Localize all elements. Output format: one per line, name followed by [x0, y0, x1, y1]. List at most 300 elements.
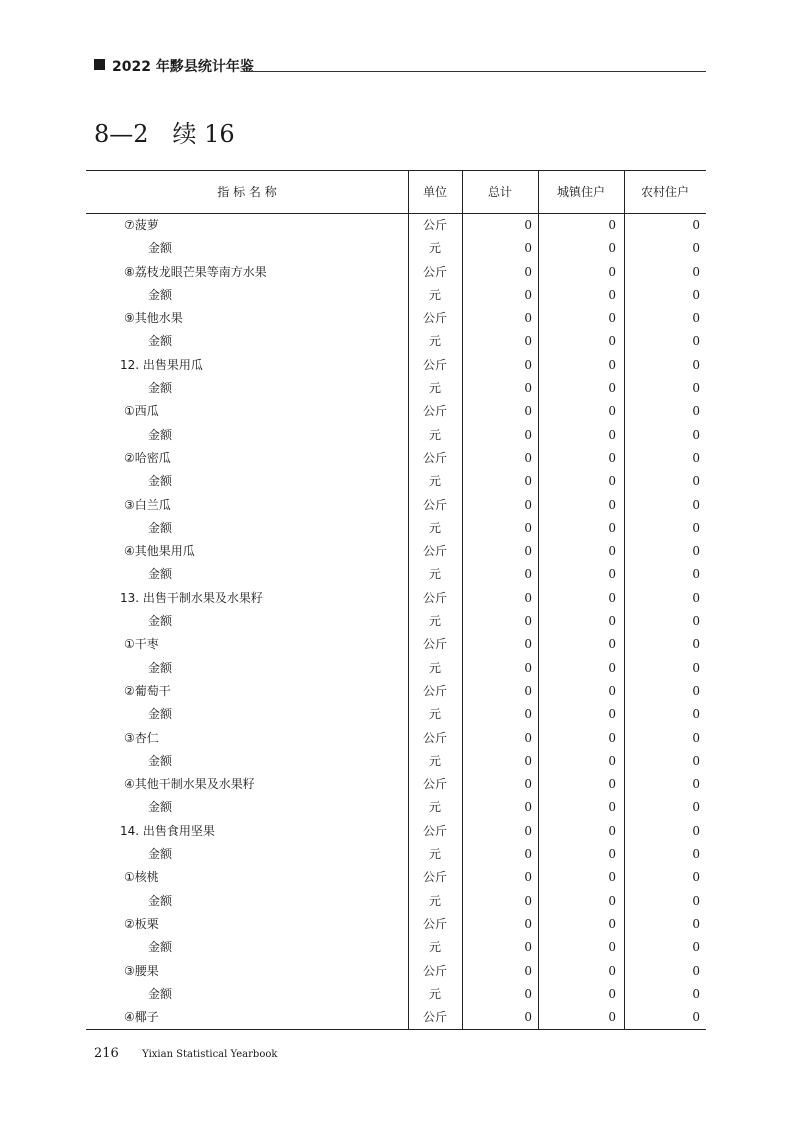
row-total-text: 0 — [524, 800, 532, 815]
row-unit-text: 元 — [428, 287, 441, 302]
table-row — [86, 494, 706, 517]
row-total — [462, 773, 532, 796]
row-unit — [408, 494, 462, 517]
row-name-text: ④椰子 — [124, 1010, 159, 1025]
row-rural — [624, 470, 700, 493]
row-urban — [538, 517, 616, 540]
row-name — [86, 657, 408, 680]
row-total-text: 0 — [524, 474, 532, 489]
row-urban-text: 0 — [608, 311, 616, 326]
row-urban-text: 0 — [608, 730, 616, 745]
row-name — [86, 610, 408, 633]
row-rural — [624, 913, 700, 936]
row-rural — [624, 1006, 700, 1029]
row-urban — [538, 447, 616, 470]
row-urban — [538, 610, 616, 633]
table-row — [86, 447, 706, 470]
row-total-text: 0 — [524, 497, 532, 512]
row-total-text: 0 — [524, 660, 532, 675]
row-rural — [624, 261, 700, 284]
row-rural — [624, 960, 700, 983]
row-urban-text: 0 — [608, 334, 616, 349]
header-square-bullet — [94, 59, 105, 70]
row-name — [86, 261, 408, 284]
row-name — [86, 960, 408, 983]
row-total — [462, 424, 532, 447]
row-total-text: 0 — [524, 544, 532, 559]
row-name-text: ②板栗 — [124, 916, 159, 931]
row-total — [462, 1006, 532, 1029]
row-total — [462, 820, 532, 843]
column-header-total: 总计 — [487, 185, 512, 199]
row-rural — [624, 377, 700, 400]
row-rural-text: 0 — [692, 311, 700, 326]
table-row — [86, 820, 706, 843]
row-total-text: 0 — [524, 311, 532, 326]
row-name — [86, 680, 408, 703]
table-header — [86, 170, 706, 214]
header-divider — [408, 171, 409, 213]
row-urban-text: 0 — [608, 660, 616, 675]
row-rural-text: 0 — [692, 683, 700, 698]
row-rural-text: 0 — [692, 707, 700, 722]
row-urban-text: 0 — [608, 753, 616, 768]
row-total-text: 0 — [524, 334, 532, 349]
row-unit-text: 公斤 — [422, 637, 447, 652]
row-urban-text: 0 — [608, 916, 616, 931]
table-row — [86, 680, 706, 703]
row-total — [462, 843, 532, 866]
row-name-text: ①核桃 — [124, 870, 159, 885]
row-name — [86, 330, 408, 353]
row-rural-text: 0 — [692, 916, 700, 931]
row-unit — [408, 307, 462, 330]
row-rural-text: 0 — [692, 567, 700, 582]
row-unit-text: 公斤 — [422, 1010, 447, 1025]
row-unit-text: 公斤 — [422, 497, 447, 512]
row-urban-text: 0 — [608, 264, 616, 279]
row-unit-text: 公斤 — [422, 404, 447, 419]
row-urban-text: 0 — [608, 800, 616, 815]
row-urban — [538, 960, 616, 983]
row-unit-text: 公斤 — [422, 357, 447, 372]
row-urban-text: 0 — [608, 683, 616, 698]
table-row — [86, 214, 706, 237]
row-rural-text: 0 — [692, 497, 700, 512]
row-name-text: 金额 — [148, 707, 173, 722]
row-unit-text: 元 — [428, 893, 441, 908]
column-header-rural: 农村住户 — [640, 185, 689, 199]
row-rural — [624, 633, 700, 656]
row-name — [86, 983, 408, 1006]
row-name-text: ③白兰瓜 — [124, 497, 171, 512]
row-name-text: 金额 — [148, 520, 173, 535]
row-rural — [624, 796, 700, 819]
row-urban — [538, 470, 616, 493]
row-name-text: 13. 出售干制水果及水果籽 — [120, 590, 263, 605]
row-name-text: 金额 — [148, 241, 173, 256]
row-unit — [408, 960, 462, 983]
row-total — [462, 261, 532, 284]
row-urban — [538, 587, 616, 610]
row-name — [86, 936, 408, 959]
header-divider — [538, 171, 539, 213]
row-rural — [624, 214, 700, 237]
row-total — [462, 563, 532, 586]
row-total — [462, 610, 532, 633]
row-unit — [408, 633, 462, 656]
row-urban — [538, 377, 616, 400]
row-name-text: 金额 — [148, 940, 173, 955]
row-total-text: 0 — [524, 264, 532, 279]
row-rural-text: 0 — [692, 870, 700, 885]
row-name-text: 金额 — [148, 427, 173, 442]
row-total — [462, 657, 532, 680]
row-total-text: 0 — [524, 823, 532, 838]
row-name — [86, 587, 408, 610]
row-total — [462, 866, 532, 889]
row-urban-text: 0 — [608, 497, 616, 512]
row-urban — [538, 983, 616, 1006]
table-row — [86, 284, 706, 307]
row-total-text: 0 — [524, 1010, 532, 1025]
table-row — [86, 843, 706, 866]
row-urban-text: 0 — [608, 450, 616, 465]
column-header-urban: 城镇住户 — [556, 185, 605, 199]
row-unit-text: 元 — [428, 986, 441, 1001]
row-unit — [408, 517, 462, 540]
row-urban-text: 0 — [608, 1010, 616, 1025]
table-body — [86, 214, 706, 1030]
row-total — [462, 796, 532, 819]
row-rural — [624, 400, 700, 423]
row-unit-text: 元 — [428, 847, 441, 862]
row-unit-text: 公斤 — [422, 916, 447, 931]
row-total — [462, 400, 532, 423]
row-unit — [408, 377, 462, 400]
row-name — [86, 703, 408, 726]
row-name — [86, 843, 408, 866]
row-rural — [624, 447, 700, 470]
row-unit — [408, 237, 462, 260]
row-name — [86, 750, 408, 773]
row-urban — [538, 936, 616, 959]
row-rural — [624, 820, 700, 843]
row-rural — [624, 657, 700, 680]
row-total-text: 0 — [524, 404, 532, 419]
row-unit — [408, 820, 462, 843]
row-total — [462, 633, 532, 656]
table-row — [86, 796, 706, 819]
row-urban — [538, 424, 616, 447]
row-name-text: 金额 — [148, 334, 173, 349]
row-name-text: 金额 — [148, 753, 173, 768]
page-footer — [94, 1046, 277, 1061]
row-unit — [408, 540, 462, 563]
row-name-text: 金额 — [148, 660, 173, 675]
row-rural-text: 0 — [692, 381, 700, 396]
row-rural — [624, 703, 700, 726]
row-name-text: 金额 — [148, 847, 173, 862]
row-total-text: 0 — [524, 218, 532, 232]
row-name-text: ③杏仁 — [124, 730, 159, 745]
row-total — [462, 703, 532, 726]
row-total-text: 0 — [524, 241, 532, 256]
row-urban — [538, 284, 616, 307]
table-row — [86, 1006, 706, 1029]
row-urban — [538, 796, 616, 819]
row-unit-text: 元 — [428, 800, 441, 815]
row-rural-text: 0 — [692, 963, 700, 978]
row-rural — [624, 750, 700, 773]
row-name — [86, 470, 408, 493]
row-urban-text: 0 — [608, 357, 616, 372]
row-unit-text: 元 — [428, 660, 441, 675]
table-row — [86, 540, 706, 563]
row-urban-text: 0 — [608, 847, 616, 862]
row-name-text: ⑨其他水果 — [124, 311, 183, 326]
row-name-text: ②哈密瓜 — [124, 450, 171, 465]
row-name — [86, 284, 408, 307]
row-rural-text: 0 — [692, 777, 700, 792]
row-rural-text: 0 — [692, 940, 700, 955]
row-rural — [624, 936, 700, 959]
row-urban — [538, 633, 616, 656]
row-total — [462, 330, 532, 353]
table-title: 8—2 续 16 — [94, 120, 235, 148]
row-urban-text: 0 — [608, 474, 616, 489]
row-rural — [624, 866, 700, 889]
row-total — [462, 680, 532, 703]
row-rural-text: 0 — [692, 287, 700, 302]
row-urban-text: 0 — [608, 940, 616, 955]
row-unit-text: 元 — [428, 707, 441, 722]
row-urban — [538, 703, 616, 726]
row-urban — [538, 494, 616, 517]
row-rural — [624, 424, 700, 447]
row-urban-text: 0 — [608, 870, 616, 885]
row-rural-text: 0 — [692, 614, 700, 629]
row-rural-text: 0 — [692, 730, 700, 745]
row-name — [86, 214, 408, 237]
row-name-text: ④其他干制水果及水果籽 — [124, 777, 255, 792]
row-urban-text: 0 — [608, 567, 616, 582]
row-total-text: 0 — [524, 520, 532, 535]
row-urban — [538, 354, 616, 377]
row-total-text: 0 — [524, 450, 532, 465]
row-urban — [538, 773, 616, 796]
table-row — [86, 377, 706, 400]
table-row — [86, 307, 706, 330]
row-urban-text: 0 — [608, 218, 616, 232]
footer-book-title: Yixian Statistical Yearbook — [142, 1049, 278, 1060]
row-urban-text: 0 — [608, 544, 616, 559]
table-row — [86, 354, 706, 377]
row-urban-text: 0 — [608, 637, 616, 652]
row-rural — [624, 307, 700, 330]
table-row — [86, 703, 706, 726]
row-unit-text: 元 — [428, 381, 441, 396]
row-name-text: 金额 — [148, 614, 173, 629]
row-urban-text: 0 — [608, 986, 616, 1001]
row-total — [462, 237, 532, 260]
row-total — [462, 727, 532, 750]
row-unit — [408, 983, 462, 1006]
row-total-text: 0 — [524, 637, 532, 652]
column-divider — [538, 214, 539, 1030]
row-rural — [624, 983, 700, 1006]
row-total — [462, 983, 532, 1006]
row-rural-text: 0 — [692, 450, 700, 465]
table-row — [86, 261, 706, 284]
table-row — [86, 983, 706, 1006]
table-row — [86, 913, 706, 936]
row-unit — [408, 424, 462, 447]
row-unit — [408, 727, 462, 750]
row-urban-text: 0 — [608, 777, 616, 792]
row-total-text: 0 — [524, 986, 532, 1001]
table-row — [86, 773, 706, 796]
row-unit-text: 公斤 — [422, 963, 447, 978]
row-rural — [624, 330, 700, 353]
table-row — [86, 727, 706, 750]
row-total — [462, 377, 532, 400]
row-total-text: 0 — [524, 870, 532, 885]
row-rural-text: 0 — [692, 218, 700, 232]
row-unit — [408, 330, 462, 353]
row-unit — [408, 796, 462, 819]
row-total-text: 0 — [524, 730, 532, 745]
row-name-text: 金额 — [148, 800, 173, 815]
row-total — [462, 913, 532, 936]
row-total-text: 0 — [524, 590, 532, 605]
row-name-text: 12. 出售果用瓜 — [120, 357, 203, 372]
row-total — [462, 284, 532, 307]
row-unit-text: 公斤 — [422, 870, 447, 885]
row-urban-text: 0 — [608, 427, 616, 442]
row-urban — [538, 913, 616, 936]
row-rural — [624, 540, 700, 563]
row-name-text: ④其他果用瓜 — [124, 544, 195, 559]
row-total-text: 0 — [524, 683, 532, 698]
row-unit-text: 元 — [428, 520, 441, 535]
row-rural — [624, 494, 700, 517]
row-name — [86, 447, 408, 470]
row-total — [462, 587, 532, 610]
row-rural — [624, 773, 700, 796]
row-unit — [408, 680, 462, 703]
row-rural — [624, 587, 700, 610]
row-name — [86, 1006, 408, 1029]
row-unit-text: 公斤 — [422, 218, 447, 232]
row-total — [462, 960, 532, 983]
row-total — [462, 307, 532, 330]
row-unit-text: 公斤 — [422, 450, 447, 465]
row-urban — [538, 843, 616, 866]
row-urban — [538, 820, 616, 843]
row-name — [86, 377, 408, 400]
row-name-text: 金额 — [148, 893, 173, 908]
row-urban — [538, 330, 616, 353]
statistics-table — [86, 170, 706, 1030]
row-unit — [408, 284, 462, 307]
row-name — [86, 820, 408, 843]
row-rural-text: 0 — [692, 474, 700, 489]
row-unit — [408, 563, 462, 586]
row-unit-text: 公斤 — [422, 311, 447, 326]
table-row — [86, 400, 706, 423]
row-name-text: ⑧荔枝龙眼芒果等南方水果 — [124, 264, 267, 279]
row-urban-text: 0 — [608, 707, 616, 722]
row-unit — [408, 703, 462, 726]
row-unit-text: 公斤 — [422, 590, 447, 605]
row-rural — [624, 237, 700, 260]
running-header — [94, 57, 706, 75]
column-header-indicator: 指 标 名 称 — [217, 185, 277, 199]
row-total-text: 0 — [524, 893, 532, 908]
row-urban — [538, 750, 616, 773]
row-unit — [408, 214, 462, 237]
row-urban — [538, 214, 616, 237]
row-total — [462, 470, 532, 493]
row-rural-text: 0 — [692, 1010, 700, 1025]
row-unit — [408, 936, 462, 959]
row-total — [462, 447, 532, 470]
row-name — [86, 494, 408, 517]
table-row — [86, 517, 706, 540]
row-unit-text: 公斤 — [422, 683, 447, 698]
row-name — [86, 866, 408, 889]
row-total — [462, 750, 532, 773]
row-unit — [408, 447, 462, 470]
row-total-text: 0 — [524, 963, 532, 978]
row-rural-text: 0 — [692, 241, 700, 256]
row-urban — [538, 680, 616, 703]
table-row — [86, 587, 706, 610]
row-name-text: ①干枣 — [124, 637, 159, 652]
row-name-text: ①西瓜 — [124, 404, 159, 419]
row-urban-text: 0 — [608, 520, 616, 535]
row-rural — [624, 354, 700, 377]
table-row — [86, 936, 706, 959]
row-name — [86, 400, 408, 423]
row-total — [462, 540, 532, 563]
row-unit — [408, 890, 462, 913]
table-row — [86, 657, 706, 680]
table-row — [86, 424, 706, 447]
column-divider — [408, 214, 409, 1030]
row-total-text: 0 — [524, 427, 532, 442]
row-rural-text: 0 — [692, 823, 700, 838]
row-unit — [408, 773, 462, 796]
row-urban-text: 0 — [608, 614, 616, 629]
row-name — [86, 237, 408, 260]
row-urban — [538, 563, 616, 586]
row-rural-text: 0 — [692, 753, 700, 768]
row-rural-text: 0 — [692, 637, 700, 652]
row-rural-text: 0 — [692, 847, 700, 862]
row-unit-text: 元 — [428, 614, 441, 629]
row-unit — [408, 1006, 462, 1029]
row-total-text: 0 — [524, 381, 532, 396]
row-unit-text: 元 — [428, 753, 441, 768]
row-urban — [538, 261, 616, 284]
row-total — [462, 354, 532, 377]
column-divider — [462, 214, 463, 1030]
row-unit — [408, 866, 462, 889]
row-name-text: 金额 — [148, 567, 173, 582]
row-unit-text: 公斤 — [422, 544, 447, 559]
